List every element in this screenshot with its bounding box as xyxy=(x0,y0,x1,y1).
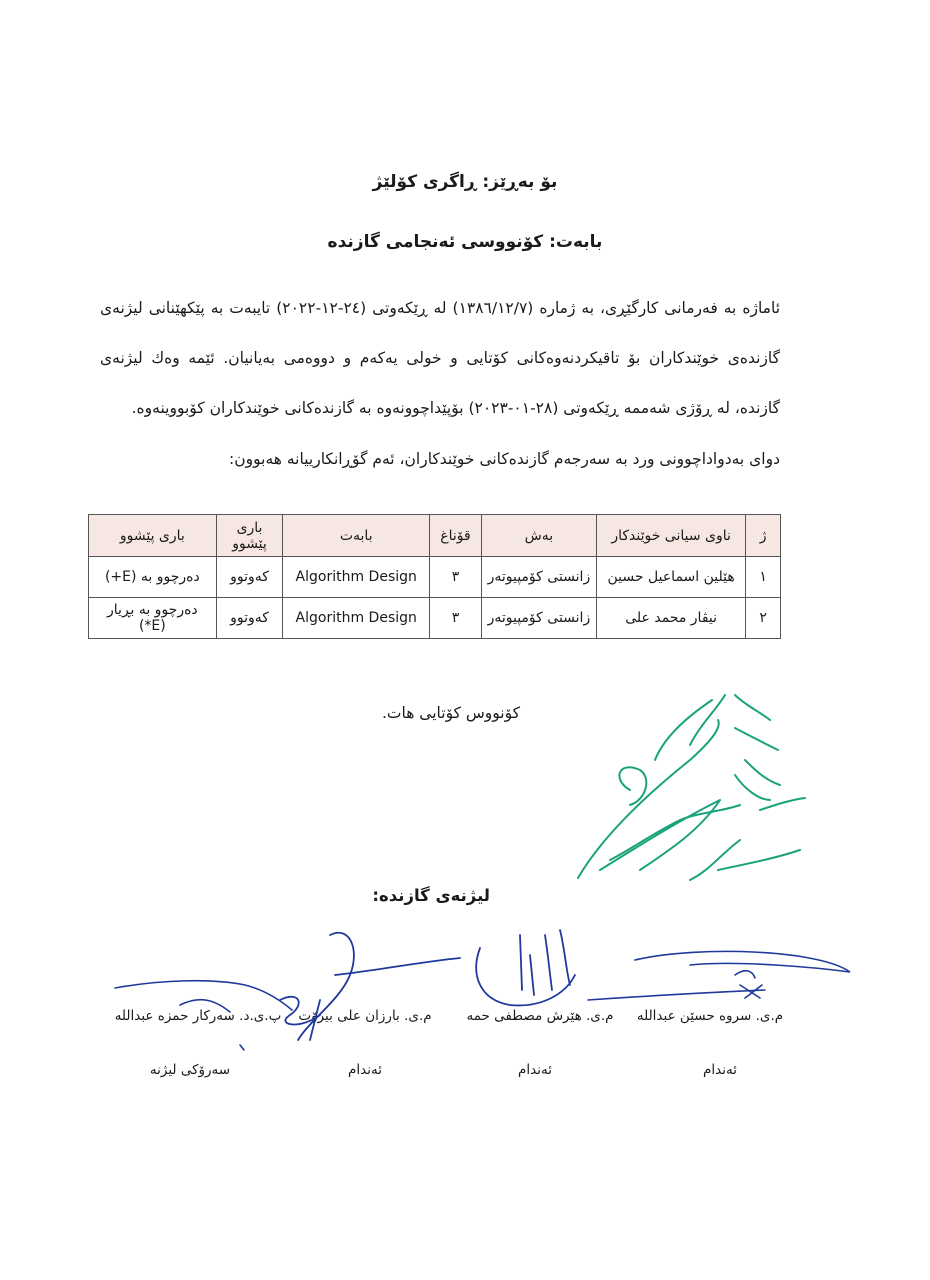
header-student-name: ناوی سیانی خوێندکار xyxy=(596,515,745,557)
cell-previous-status: کەوتوو xyxy=(216,598,283,639)
cell-student-name: هێلین اسماعیل حسین xyxy=(596,557,745,598)
cell-previous-status: کەوتوو xyxy=(216,557,283,598)
cell-department: زانستی کۆمپیوتەر xyxy=(481,557,596,598)
header-subject: بابەت xyxy=(283,515,430,557)
cell-student-name: نیڤار محمد علی xyxy=(596,598,745,639)
addressee-line: بۆ بەڕێز: ڕاگری کۆلێژ xyxy=(372,172,558,192)
cell-number: ١ xyxy=(746,557,781,598)
member-role-2: ئەندام xyxy=(518,1062,552,1078)
header-previous-status: باری پێشوو xyxy=(216,515,283,557)
cell-stage: ٣ xyxy=(430,598,482,639)
cell-before-status: دەرچوو بە بڕیار (E*) xyxy=(89,598,217,639)
table-header-row xyxy=(89,515,781,557)
changes-intro: دوای بەدواداچوونی ورد بە سەرجەم گازندەکانی خوێندکاران، ئەم گۆڕانکارییانە هەبوون: xyxy=(229,450,780,468)
table-row xyxy=(89,598,781,639)
header-before-status: باری پێشوو xyxy=(89,515,217,557)
member-role-3: ئەندام xyxy=(348,1062,382,1078)
chair-role: سەرۆکی لیژنە xyxy=(149,1062,231,1078)
chair-name: پ.ی.د. سەرکار حمزە عبداللە xyxy=(114,1008,282,1024)
member-signature-1 xyxy=(588,951,850,1000)
cell-subject: Algorithm Design xyxy=(283,557,430,598)
member-signature-2 xyxy=(476,930,575,1005)
committee-title: لیژنەی گازندە: xyxy=(372,886,490,905)
cell-before-status: دەرچوو بە (E+) xyxy=(89,557,217,598)
approval-annotation-signature xyxy=(578,695,805,880)
member-role-1: ئەندام xyxy=(703,1062,737,1078)
header-number: ژ xyxy=(746,515,781,557)
table-row xyxy=(89,557,781,598)
header-department: بەش xyxy=(481,515,596,557)
cell-number: ٢ xyxy=(746,598,781,639)
subject-line: بابەت: کۆنووسی ئەنجامی گازندە xyxy=(327,232,603,252)
member-name-3: م.ی. بارزان علی بیرۆت xyxy=(298,1008,432,1024)
member-name-1: م.ی. سروە حسێن عبداللە xyxy=(636,1008,784,1024)
cell-department: زانستی کۆمپیوتەر xyxy=(481,598,596,639)
changes-table xyxy=(88,514,781,639)
closing-line: کۆنووس کۆتایی هات. xyxy=(381,704,520,722)
cell-stage: ٣ xyxy=(430,557,482,598)
member-name-2: م.ی. هێرش مصطفی حمە xyxy=(466,1008,614,1024)
cell-subject: Algorithm Design xyxy=(283,598,430,639)
body-paragraph: ئاماژە بە فەرمانی کارگێڕی، بە ژمارە (١٣٨٦/١٢/٧) لە ڕێکەوتی (٢٤-١٢-٢٠٢٢) تایبەت بە پێکهێنانی لیژنەی گازندەی خوێندکاران بۆ تاقیکردنەوەکانی کۆتایی و خولی یەکەم و دووەمی بەیانیان. ئێمە وەك لیژنەی گازندە، لە ڕۆژی شەممە ڕێکەوتی (٢٨-٠١-٢٠٢٣) بۆپێداچوونەوە بە گازندەکانی خوێندکاران کۆبووینەوە. xyxy=(100,299,781,417)
header-stage: قۆناغ xyxy=(430,515,482,557)
